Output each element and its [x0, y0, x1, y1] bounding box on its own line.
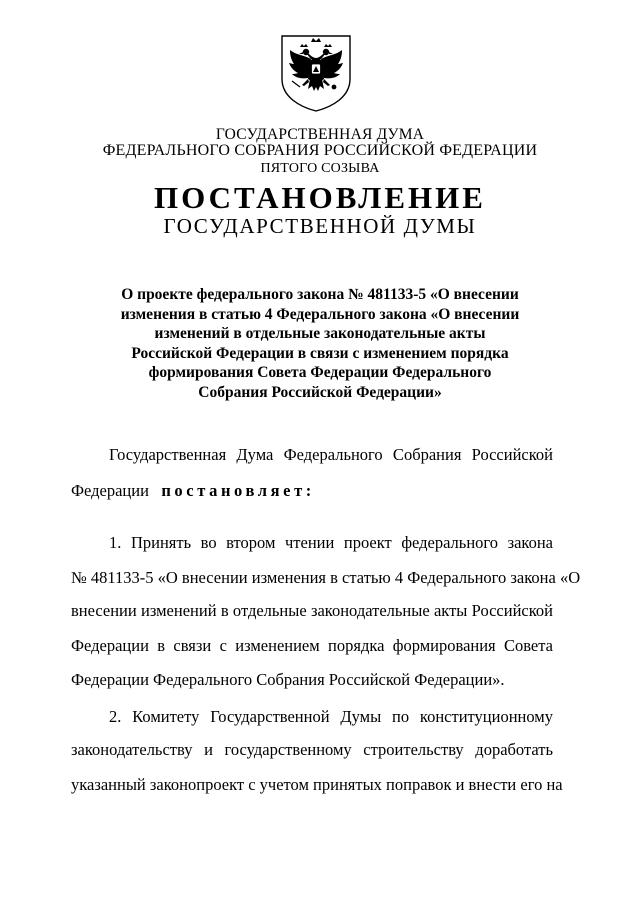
- point-1-paragraph: [71, 637, 553, 655]
- point-1-paragraph: [71, 671, 553, 689]
- duma-header-line: ГОСУДАРСТВЕННАЯ ДУМА: [215, 126, 425, 143]
- point-1-line: 1. Принять во втором чтении проект федерального закона: [109, 533, 553, 552]
- preamble-line-start: Федерации: [71, 481, 149, 500]
- convocation-header-line: ПЯТОГО СОЗЫВА: [260, 161, 380, 176]
- point-1-paragraph: [71, 534, 553, 552]
- point-2-line: 2. Комитету Государственной Думы по конституционному: [109, 707, 553, 726]
- document-subject: [110, 285, 530, 402]
- point-1-line: № 481133-5 «О внесении изменения в статью 4 Федерального закона «О: [71, 568, 581, 587]
- document-title: ПОСТАНОВЛЕНИЕ: [154, 180, 486, 215]
- document-subtitle: ГОСУДАРСТВЕННОЙ ДУМЫ: [163, 214, 477, 238]
- subject-line: изменения в статью 4 Федерального закона «О внесении: [120, 305, 520, 323]
- subject-line: Российской Федерации в связи с изменением порядка: [131, 344, 509, 362]
- point-1-paragraph: [71, 602, 553, 620]
- subject-line: О проекте федерального закона № 481133-5 «О внесении: [121, 286, 519, 303]
- point-2-paragraph: [71, 708, 553, 726]
- subject-line: Собрания Российской Федерации»: [198, 383, 442, 401]
- point-2-line: законодательству и государственному строительству доработать: [71, 740, 553, 759]
- point-1-line: Федерации в связи с изменением порядка формирования Совета: [71, 636, 553, 655]
- resolves-verb: постановляет:: [161, 481, 315, 500]
- preamble-line: [71, 482, 553, 500]
- preamble-paragraph-end: [71, 482, 553, 500]
- subject-line: изменений в отдельные законодательные акты: [154, 325, 486, 342]
- point-1-line: Федерации Федерального Собрания Российской Федерации».: [71, 670, 505, 689]
- point-1-line: внесении изменений в отдельные законодательные акты Российской: [71, 601, 553, 620]
- preamble-line: Государственная Дума Федерального Собрания Российской: [109, 445, 553, 464]
- federal-assembly-header-line: ФЕДЕРАЛЬНОГО СОБРАНИЯ РОССИЙСКОЙ ФЕДЕРАЦИИ: [102, 142, 538, 159]
- point-1-paragraph: [71, 568, 581, 587]
- coat-of-arms-icon: [278, 33, 354, 113]
- preamble-paragraph: [71, 446, 553, 464]
- subject-line: формирования Совета Федерации Федерального: [148, 364, 492, 381]
- point-2-line: указанный законопроект с учетом принятых поправок и внести его на: [71, 775, 563, 794]
- point-2-paragraph: [71, 741, 553, 759]
- point-2-paragraph: [71, 775, 563, 794]
